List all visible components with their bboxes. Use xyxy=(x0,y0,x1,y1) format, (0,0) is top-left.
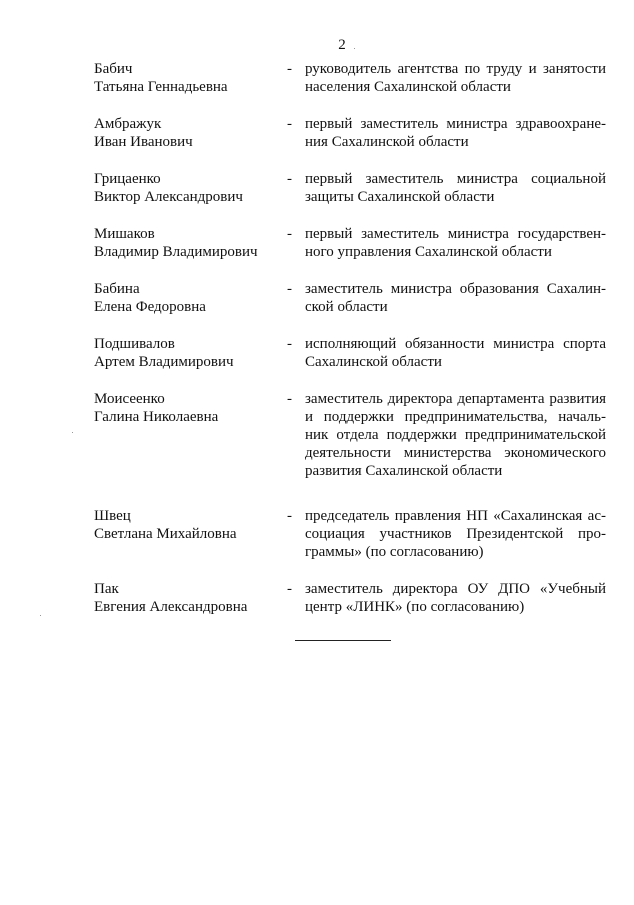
dash-separator: - xyxy=(287,116,292,132)
list-item xyxy=(94,170,606,206)
list-item xyxy=(94,580,606,616)
person-name xyxy=(94,580,285,616)
dash-separator: - xyxy=(287,391,292,407)
list-item xyxy=(94,335,606,371)
position-title: первый заместитель министра социальной защиты Сахалинской области xyxy=(305,171,606,205)
position-title: заместитель директора ОУ ДПО «Учебный центр «ЛИНК» (по согласованию) xyxy=(305,581,606,615)
list-item xyxy=(94,60,606,96)
dash-separator: - xyxy=(287,226,292,242)
surname: Бабич xyxy=(94,61,133,77)
position-title: заместитель директора департамента развития и поддержки предпринимательства, началь-ник отдела поддержки предпринимательской деятельности министерства экономического развития Сахалинской области xyxy=(305,391,606,479)
given-name: Иван Иванович xyxy=(94,134,193,150)
surname: Мишаков xyxy=(94,226,155,242)
scan-speck xyxy=(72,432,73,433)
surname: Грицаенко xyxy=(94,171,161,187)
dash-separator: - xyxy=(287,581,292,597)
surname: Моисеенко xyxy=(94,391,165,407)
given-name: Владимир Владимирович xyxy=(94,244,258,260)
page-number: 2 xyxy=(338,37,346,53)
surname: Подшивалов xyxy=(94,336,175,352)
position-title: заместитель министра образования Сахалин-ской области xyxy=(305,281,606,315)
person-name xyxy=(94,280,285,316)
person-name xyxy=(94,335,285,371)
person-name xyxy=(94,115,285,151)
given-name: Елена Федоровна xyxy=(94,299,206,315)
dash-separator: - xyxy=(287,171,292,187)
surname: Бабина xyxy=(94,281,140,297)
list-item xyxy=(94,390,606,480)
dash-separator: - xyxy=(287,281,292,297)
position-title: первый заместитель министра государствен-ного управления Сахалинской области xyxy=(305,226,606,260)
person-name xyxy=(94,507,285,561)
person-name xyxy=(94,60,285,96)
given-name: Галина Николаевна xyxy=(94,409,219,425)
dash-separator: - xyxy=(287,336,292,352)
given-name: Евгения Александровна xyxy=(94,599,248,615)
position-title: руководитель агентства по труду и занятости населения Сахалинской области xyxy=(305,61,606,95)
position-title: председатель правления НП «Сахалинская ас-социация участников Президентской про-граммы» (по согласованию) xyxy=(305,508,606,560)
given-name: Светлана Михайловна xyxy=(94,526,237,542)
given-name: Артем Владимирович xyxy=(94,354,234,370)
scan-speck xyxy=(40,615,41,616)
member-list xyxy=(94,60,606,635)
person-name xyxy=(94,170,285,206)
list-item xyxy=(94,115,606,151)
scan-speck xyxy=(354,48,355,49)
dash-separator: - xyxy=(287,61,292,77)
closing-rule xyxy=(295,640,391,641)
given-name: Татьяна Геннадьевна xyxy=(94,79,228,95)
given-name: Виктор Александрович xyxy=(94,189,243,205)
person-name xyxy=(94,390,285,480)
surname: Швец xyxy=(94,508,131,524)
person-name xyxy=(94,225,285,261)
position-title: первый заместитель министра здравоохране-ния Сахалинской области xyxy=(305,116,606,150)
surname: Амбражук xyxy=(94,116,162,132)
position-title: исполняющий обязанности министра спорта Сахалинской области xyxy=(305,336,606,370)
list-item xyxy=(94,280,606,316)
list-item xyxy=(94,507,606,561)
list-item xyxy=(94,225,606,261)
dash-separator: - xyxy=(287,508,292,524)
surname: Пак xyxy=(94,581,119,597)
